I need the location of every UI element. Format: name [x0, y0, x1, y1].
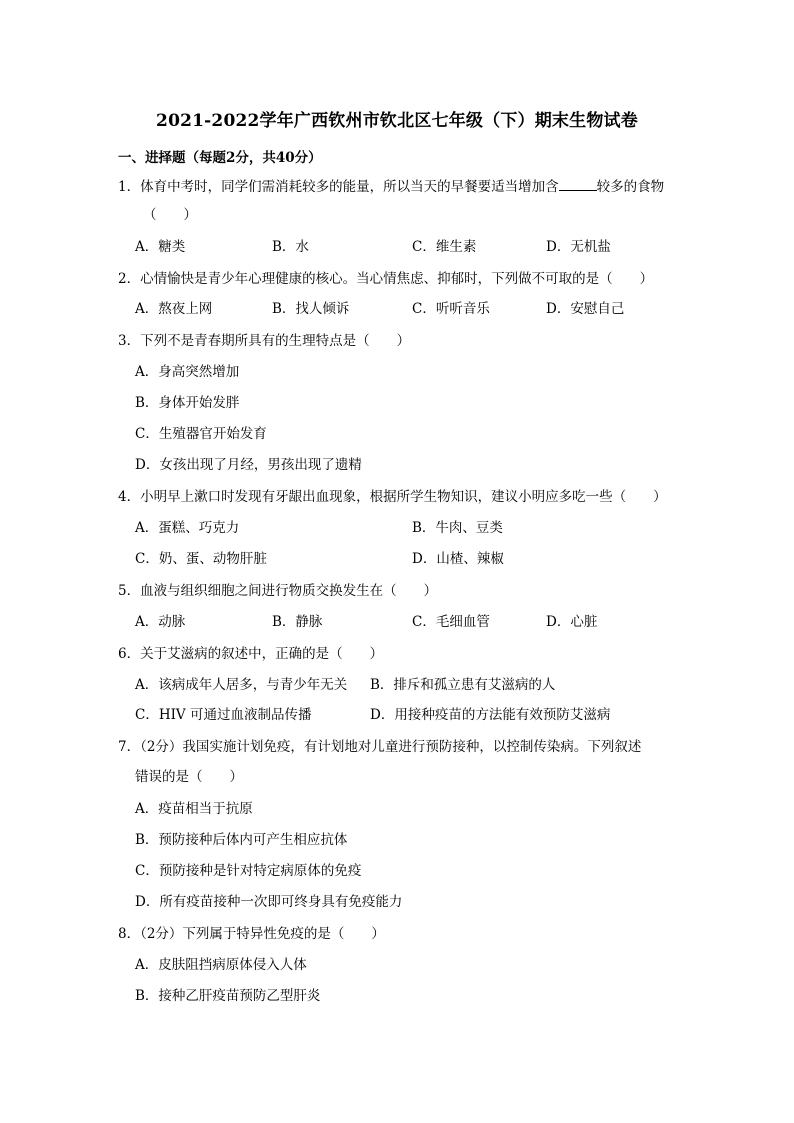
question-2-option-d: D．安慰自己	[546, 301, 625, 317]
question-3-option-d: D．女孩出现了月经，男孩出现了遗精	[135, 457, 362, 473]
question-8-stem: 8．（2分）下列属于特异性免疫的是（ ）	[118, 926, 385, 942]
question-2-option-a: A．熬夜上网	[135, 301, 213, 317]
section-heading: 一、进择题（每题2分，共40分）	[118, 150, 322, 166]
page-title: 2021-2022学年广西钦州市钦北区七年级（下）期末生物试卷	[156, 111, 638, 131]
question-6-option-a: A．该病成年人居多，与青少年无关	[135, 677, 348, 693]
question-6-option-b: B．排斥和孤立患有艾滋病的人	[370, 677, 556, 693]
question-7-option-d: D．所有疫苗接种一次即可终身具有免疫能力	[135, 894, 403, 910]
question-2-option-b: B．找人倾诉	[272, 301, 350, 317]
question-1-option-c: C．维生素	[412, 239, 477, 255]
question-7-option-a: A．疫苗相当于抗原	[135, 801, 253, 817]
question-4-option-b: B．牛肉、豆类	[412, 520, 503, 536]
question-3-option-b: B．身体开始发胖	[135, 395, 240, 411]
question-2-stem: 2．心情愉快是青少年心理健康的核心。当心情焦虑、抑郁时，下列做不可取的是（ ）	[118, 271, 654, 287]
question-4-stem: 4．小明早上漱口时发现有牙龈出血现象，根据所学生物知识，建议小明应多吃一些（ ）	[118, 489, 667, 505]
question-7-stem-line-1: 7．（2分）我国实施计划免疫，有计划地对儿童进行预防接种，以控制传染病。下列叙述	[118, 739, 642, 755]
question-5-option-a: A．动脉	[135, 614, 186, 630]
question-5-option-b: B．静脉	[272, 614, 323, 630]
question-5-option-c: C．毛细血管	[412, 614, 490, 630]
question-4-option-a: A．蛋糕、巧克力	[135, 520, 240, 536]
question-7-option-c: C．预防接种是针对特定病原体的免疫	[135, 863, 362, 879]
question-7-stem-line-2: 错误的是（ ）	[135, 769, 243, 785]
question-3-option-a: A．身高突然增加	[135, 364, 240, 380]
question-3-stem: 3．下列不是青春期所具有的生理特点是（ ）	[118, 333, 411, 349]
question-1-option-b: B．水	[272, 239, 309, 255]
question-1-stem	[118, 176, 664, 196]
question-8-option-b: B．接种乙肝疫苗预防乙型肝炎	[135, 988, 321, 1004]
question-5-option-d: D．心脏	[546, 614, 598, 630]
question-4-option-c: C．奶、蛋、动物肝脏	[135, 551, 267, 567]
question-8-option-a: A．皮肤阻挡病原体侵入人体	[135, 957, 307, 973]
question-1-option-d: D．无机盐	[546, 239, 611, 255]
question-1-paren: （ ）	[143, 207, 197, 223]
question-1-stem-part-a: 1．体育中考时，同学们需消耗较多的能量，所以当天的早餐要适当增加含	[118, 179, 559, 195]
question-1-stem-part-b: 较多的食物	[596, 179, 665, 195]
question-5-stem: 5．血液与组织细胞之间进行物质交换发生在（ ）	[118, 583, 438, 599]
question-6-stem: 6．关于艾滋病的叙述中，正确的是（ ）	[118, 646, 384, 662]
question-7-option-b: B．预防接种后体内可产生相应抗体	[135, 832, 348, 848]
question-3-option-c: C．生殖器官开始发育	[135, 426, 267, 442]
answer-blank	[559, 176, 597, 191]
question-6-option-d: D．用接种疫苗的方法能有效预防艾滋病	[370, 707, 611, 723]
question-1-option-a: A．糖类	[135, 239, 186, 255]
question-4-option-d: D．山楂、辣椒	[412, 551, 504, 567]
question-2-option-c: C．听听音乐	[412, 301, 490, 317]
question-6-option-c: C．HIV 可通过血液制品传播	[135, 707, 312, 723]
